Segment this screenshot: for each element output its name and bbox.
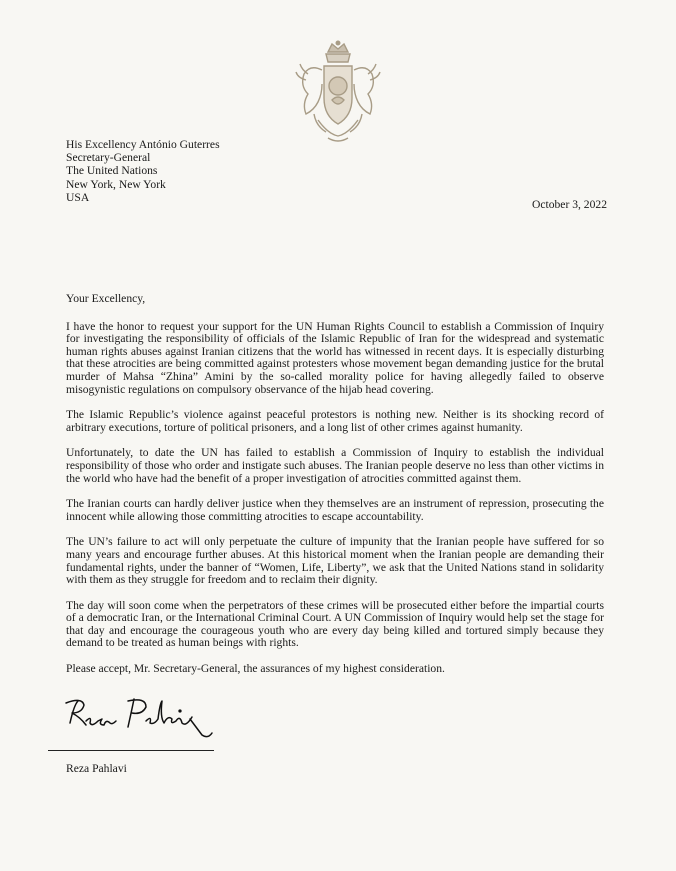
recipient-line: The United Nations [66, 164, 158, 178]
salutation: Your Excellency, [66, 292, 146, 305]
paragraph: I have the honor to request your support for the UN Human Rights Council to establish a Commission of Inquiry for investigating the responsibility of officials of the Islamic Republic of Iran for the widespread and systematic human rights abuses against Iranian citizens that the world has witnessed in recent days. It is especially disturbing that these atrocities are being committed against protesters whose movement began demanding justice for the brutal murder of Mahsa “Zhina” Amini by the so-called morality police for having allegedly failed to observe misogynistic regulations on compulsory observance of the hijab head covering. [66, 319, 604, 396]
recipient-line: New York, New York [66, 177, 166, 191]
recipient-line: USA [66, 190, 90, 204]
closing: Please accept, Mr. Secretary-General, the assurances of my highest consideration. [66, 662, 445, 676]
handwritten-signature [62, 693, 222, 745]
recipient-line: Secretary-General [66, 151, 151, 165]
recipient-address [66, 138, 220, 204]
signer-name: Reza Pahlavi [66, 762, 127, 775]
paragraph: The day will soon come when the perpetrators of these crimes will be prosecuted either before the impartial courts of a democratic Iran, or the International Criminal Court. A UN Commission of Inquiry would help set the stage for that day and encourage the courageous youth who are every day being killed and tortured simply because they demand to be treated as human beings with rights. [66, 598, 604, 650]
paragraph: The Islamic Republic’s violence against peaceful protestors is nothing new. Neither is its shocking record of arbitrary executions, torture of political prisoners, and a long list of other crimes against humanity. [66, 408, 604, 434]
recipient-line: His Excellency António Guterres [66, 138, 220, 151]
imperial-lion-and-sun-crest-icon [288, 40, 388, 145]
paragraph: Unfortunately, to date the UN has failed to establish a Commission of Inquiry to establish the individual responsibility of those who order and instigate such abuses. The Iranian people deserve no less than other victims in the world who have had the benefit of a proper investigation of atrocities committed against them. [66, 446, 604, 485]
paragraph: The UN’s failure to act will only perpetuate the culture of impunity that the Iranian people have suffered for so many years and encourage further abuses. At this historical moment when the Iranian people are demanding their fundamental rights, under the banner of “Women, Life, Liberty”, we ask that the United Nations stand in solidarity with them as they struggle for freedom and to reclaim their dignity. [66, 535, 604, 587]
signature-line [48, 750, 214, 751]
paragraph: The Iranian courts can hardly deliver justice when they themselves are an instrument of repression, prosecuting the innocent while allowing those committing atrocities to escape accountability. [66, 497, 604, 523]
letter-date: October 3, 2022 [531, 198, 607, 211]
letter-body [66, 293, 604, 689]
